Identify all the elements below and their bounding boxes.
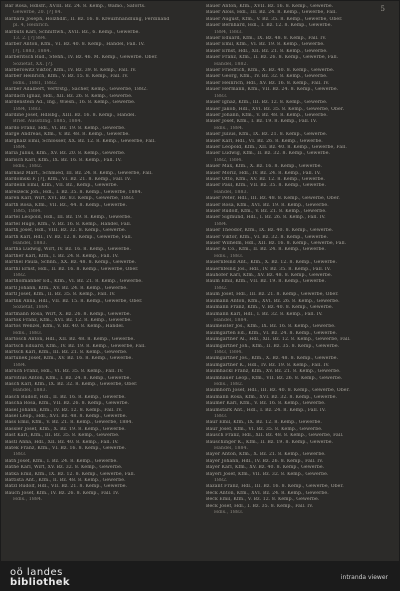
directory-entry: Barelzeck Joh., Hdl., I. Bz. 35. 8. Kemp., Gewerbe, 1884. bbox=[5, 189, 143, 195]
directory-entry: Handel, 1883. bbox=[13, 388, 48, 394]
directory-entry: Bartel Hugo, Kfm., V. Bz. 16. 8. Kemp., Handel, Fall. bbox=[5, 221, 132, 227]
directory-entry: Baumgartner Al., Hdl., XII. Bz. 12. 8. Kemp., Gewerbe, Fall. bbox=[206, 337, 351, 343]
directory-entry: Bauer Ignaz, Kfm., III. Bz. 12. 8. Kemp., Gewerbe. bbox=[206, 100, 328, 106]
directory-entry: Bauer Max, Kfm., X. Bz. 16. 8. Kemp., Gewerbe. bbox=[206, 164, 323, 170]
directory-entry: Bascha Rosa, Kfm., VII. Bz. 26. 8. Kemp., Gewerbe. bbox=[5, 401, 130, 407]
directory-entry: 1882. bbox=[214, 478, 228, 484]
directory-entry: Bauer Franz, Kfm., II. Bz. 26. 8. Kemp., Gewerbe, Fall. bbox=[206, 55, 339, 61]
directory-entry: 1884, 1883. bbox=[13, 106, 42, 112]
directory-entry: Bauernfeind Jos., Hdl., IV. Bz. 35. 8. Kemp., Fall. IV. bbox=[206, 266, 331, 272]
directory-entry: Sozietat, XX. [?]. bbox=[13, 61, 54, 67]
directory-entry: Barvitius Anton, Kfm., I. Bz. 24. 8. Kemp., Gewerbe. bbox=[5, 375, 132, 381]
directory-entry: Bardine Josef, Hdlsbg., XIII. Bz. 16. 8. Kemp., Handel. bbox=[5, 112, 137, 118]
directory-entry: Barberowitz Viktor, Kfm., IV. Bz. 39. 8. Kemp., Fall. IV. bbox=[5, 68, 137, 74]
directory-entry: Handel, 1884. bbox=[214, 446, 249, 452]
directory-entry: Bauer Ludwig, Kfm., II. Bz. 32. 8. Kemp., Gewerbe. bbox=[206, 151, 331, 157]
directory-entry: Bayer Karl, Kfm., XV. Bz. 40. 8. Kemp., Gewerbe. bbox=[206, 465, 325, 471]
directory-entry: Bauer Alois, Hdl., III. Bz. 24. 8. Kemp., Gewerbe, Fall. bbox=[206, 10, 337, 16]
directory-entry: Baumgartner K., Hdl., IV. Bz. 19. 8. Kemp., Fall. IV. bbox=[206, 362, 330, 368]
directory-entry: Bayerl Josef, Kfm., VII. Bz. 32. 8. Kemp., Gewerbe. bbox=[206, 471, 329, 477]
directory-entry: Bauer & Co., Kfm., II. Bz. 24. 8. Kemp., Gewerbe. bbox=[206, 247, 326, 253]
directory-entry: Bartsch Karl, Kfm., III. Bz. 21. 8. Kemp., Gewerbe. bbox=[5, 349, 128, 355]
directory-entry: Bauer Eduard, Kfm., IX. Bz. 48. 8. Kemp., Fall. IV. bbox=[206, 36, 327, 42]
directory-entry: Bartel Leopold, Hdl., III. Bz. 19. 8. Kemp., Gewerbe. bbox=[5, 215, 132, 221]
directory-entry: Barber Adalbert, Vertrstg., Sacher, Kemp., Gewerbe, 1882. bbox=[5, 87, 148, 93]
directory-entry: Hdls., 1883. bbox=[214, 253, 244, 259]
scanned-page bbox=[1, 1, 399, 561]
directory-entry: Bauer Hermann, Kfm., VII. Bz. 24. 8. Kemp., Gewerbe. bbox=[206, 87, 339, 93]
directory-entry: Bauer Bernhard, Hdl., I. Bz. 12. 8. Kemp., Gewerbe. bbox=[206, 23, 333, 29]
directory-entry: Basch Karl, Kfm., IX. Bz. 32. 8. Kemp., Gewerbe, Ober. bbox=[5, 381, 138, 387]
right-column bbox=[206, 4, 396, 517]
directory-entry: Bauer Johann, Kfm., V. Bz. 48. 8. Kemp., Gewerbe. bbox=[206, 112, 328, 118]
directory-entry: pl. 4, Heinrich. bbox=[13, 23, 50, 29]
directory-entry: Baur Josef, Kfm., VI. Bz. 35. 8. Kemp., Gewerbe. bbox=[206, 426, 323, 432]
directory-entry: [?], 1883, 1884. bbox=[13, 48, 52, 54]
directory-entry: Bardenstein Ad., Ing., Wiesn., 16. 8. Kemp., Gewerbe. bbox=[5, 100, 136, 106]
directory-entry: Sozietat, 1884. bbox=[13, 305, 50, 311]
directory-entry: Baur Emil, Kfm., IX. Bz. 12. 8. Kemp., Gewerbe. bbox=[206, 420, 322, 426]
directory-entry: Bauer Ernst, Hdl., XII. Bz. 21. 8. Kemp., Gewerbe. bbox=[206, 48, 328, 54]
directory-entry: Barbuts Karl, Schnittwh., XVII. Bz., 6. Kemp., Gewerbe. bbox=[5, 29, 140, 35]
directory-entry: Bauschinger K., Kfm., II. Bz. 19. 8. Kemp., Gewerbe. bbox=[206, 439, 334, 445]
directory-entry: 1884. bbox=[214, 221, 228, 227]
directory-entry: 1882. bbox=[13, 273, 27, 279]
directory-entry: Barberitsch Rud., Stehh., IV. Bz. 46. M. Kemp., Gewerbe. Ober. bbox=[5, 55, 158, 61]
directory-entry: Brief. Ausstllng. 1885, 1884. bbox=[13, 119, 83, 125]
directory-entry: Bathe Karl, Wirt, XV. Bz. 32. 8. Kemp., Gewerbe. bbox=[5, 465, 123, 471]
left-column bbox=[5, 4, 195, 504]
directory-entry: Bauer Viktor, Kfm., VI. Bz. 32. 8. Kemp., Gewerbe. bbox=[206, 234, 329, 240]
directory-entry: Barkasz Mart., Schmied, III. Bz. 24. 8. Kemp., Gewerbe, Fall. bbox=[5, 170, 153, 176]
directory-entry: Gewerbe, 20. [?] 84. bbox=[13, 10, 63, 16]
directory-entry: Baria Julius, Kfm., XV. Bz. 20. 8. Kemp., Gewerbe. bbox=[5, 151, 126, 157]
directory-entry: Bass Emil, Kfm., V. Bz. 21. 8. Kemp., Gewerbe, 1884. bbox=[5, 420, 133, 426]
directory-entry: Handel, 1882. bbox=[214, 61, 249, 67]
directory-entry: Baumann Rosa, Kfm., XVI. Bz. 32. 8. Kemp., Gewerbe. bbox=[206, 394, 338, 400]
directory-entry: Baumgartner Jos., Kfm., X. Bz. 48. 8. Kemp., Gewerbe. bbox=[206, 356, 339, 362]
directory-entry: Barge Andreas, Kfm., V. Bz. 48. 8. Kemp., Gewerbe. bbox=[5, 132, 130, 138]
directory-entry: Baumstark Ant., Hdl., I. Bz. 24. 8. Kemp., Fall. IV. bbox=[206, 407, 326, 413]
directory-entry: Baren Karl, Wirt, XVI. Bz. 83. Kemp., Gewerbe, 1883. bbox=[5, 196, 135, 202]
directory-entry: 1883, 1884. bbox=[214, 349, 243, 355]
directory-entry: Bartha Ludwig, Wirt, IV. Bz. 16. 8. Kemp., Gewerbe. bbox=[5, 247, 131, 253]
directory-entry: Bauer Josef, Kfm., I. Bz. 19. 8. Kemp., Fall. IV. bbox=[206, 119, 317, 125]
directory-entry: Bauer Julius, Kfm., IX. Bz. 21. 8. Kemp., Gewerbe. bbox=[206, 132, 328, 138]
library-logo[interactable] bbox=[10, 568, 80, 588]
directory-entry: Bauer Friedrich, Kfm., X. Bz. 40. 8. Kemp., Gewerbe. bbox=[206, 68, 335, 74]
directory-entry: Bauer Rudolf, Kfm., V. Bz. 21. 8. Kemp., Gewerbe. bbox=[206, 209, 327, 214]
directory-entry: Hdls., 1882. bbox=[214, 381, 244, 387]
directory-entry: Basel Johann, Kfm., IV. Bz. 12. 8. Kemp., Fall. IV. bbox=[5, 407, 123, 413]
directory-entry: Bartsch Eduard, Kfm., IV. Bz. 19. 8. Kemp., Gewerbe, Fall. bbox=[5, 343, 146, 349]
directory-entry: Bauer Peter, Hdl., III. Bz. 48. 8. Kemp., Gewerbe, Ober. bbox=[206, 196, 340, 202]
directory-entry: Barber Heinrich, Kfm., V. Bz. 15. 8. Kemp., Fall. IV. bbox=[5, 74, 129, 80]
directory-entry: Bartok Franz, Kfm., XVI. Bz. 12. 8. Kemp., Gewerbe. bbox=[5, 317, 132, 323]
directory-entry: Bauer Wilhelm, Hdl., XII. Bz. 16. 8. Kemp., Gewerbe, Fall. bbox=[206, 241, 347, 247]
directory-entry: Bausch Franz, Hdl., XII. Bz. 48. 8. Kemp., Gewerbe, Fall. bbox=[206, 433, 344, 439]
directory-entry: Handel, 1883. bbox=[13, 241, 48, 247]
directory-entry: Baumhauer Leop., Kfm., VII. Bz. 26. 8. Kemp., Gewerbe. bbox=[206, 375, 343, 381]
directory-entry: 1884, 1883. bbox=[214, 29, 243, 35]
directory-entry: Barghalz Emil, Schlosser, XX. Bz. 12. 8. Kemp., Gewerbe, Fall. bbox=[5, 138, 156, 144]
directory-entry: Baumhorn Josef, Hdl., III. Bz. 40. 8. Kemp., Gewerbe, Ober. bbox=[206, 388, 350, 394]
directory-entry: Bauer Rosa, Kfm., XVI. Bz. 19. 8. Kemp., Gewerbe. bbox=[206, 202, 329, 208]
directory-entry: Bauhofer Karl, Kfm., XV. Bz. 48. 8. Kemp., Gewerbe. bbox=[206, 273, 333, 279]
logo-line-2: bibliothek bbox=[10, 577, 70, 588]
directory-entry: Barth Karl, Hdl., IV. Bz. 12. 8. Kemp., Gewerbe, Fall. bbox=[5, 234, 133, 240]
directory-entry: Bazant Franz, Hdl., III. Bz. 16. 8. Kemp., Gewerbe, Ober. bbox=[206, 484, 344, 490]
directory-entry: Bauer Karl, Hdl., VI. Bz. 26. 8. Kemp., Gewerbe. bbox=[206, 138, 323, 144]
directory-entry: Baumhackl Franz, Kfm., XV. Bz. 21. 8. Kemp., Gewerbe. bbox=[206, 369, 341, 375]
directory-entry: Beck Anton, Kfm., XVI. Bz. 24. 8. Kemp., Gewerbe. bbox=[206, 490, 329, 496]
directory-entry: 1882. bbox=[214, 285, 228, 291]
viewer-label[interactable]: intranda viewer bbox=[340, 574, 388, 581]
directory-entry: Barisch Karl, Kfm., IX. Bz. 16. 8. Kemp., Fall. IV. bbox=[5, 157, 122, 163]
directory-entry: 1884. bbox=[13, 144, 27, 150]
directory-entry: Baumgartner Joh., Kfm., II. Bz. 35. 8. Kemp., Gewerbe. bbox=[206, 343, 340, 349]
directory-entry: Bauer Theodor, Kfm., IX. Bz. 40. 8. Kemp., Gewerbe. bbox=[206, 228, 334, 234]
directory-entry: Basel Leop., Hdl., XVI. Bz. 48. 8. Kemp., Gewerbe. bbox=[5, 414, 128, 419]
directory-entry: Batka Emil, Kfm., IX. Bz. 12. 8. Kemp., Gewerbe, Fall. bbox=[5, 471, 136, 477]
viewer-footer bbox=[0, 562, 400, 591]
directory-entry: Bar Rosa, Hdlsfr., XVIII. Bz. 24. 8. Kemp., Wamo., Saforts. bbox=[5, 4, 146, 9]
directory-entry: Bartmann Rosa, Wirt, X. Bz. 26. 8. Kemp., Gewerbe. bbox=[5, 311, 132, 317]
directory-entry: 1883. bbox=[214, 93, 228, 99]
directory-entry: Beck Josef, Hdl., I. Bz. 35. 8. Kemp., Fall. IV. bbox=[206, 503, 314, 509]
directory-entry: Basch Rudolf, Hdl., II. Bz. 16. 8. Kemp., Gewerbe. bbox=[5, 394, 126, 400]
logo-line-1: oö landes bbox=[10, 567, 63, 578]
directory-entry: Bartos Wenzel, Kfm., V. Bz. 40. 8. Kemp., Handel. bbox=[5, 324, 125, 330]
directory-entry: Hdls., 1884. bbox=[214, 125, 244, 131]
directory-entry: Bauer Otto, Kfm., XV. Bz. 12. 8. Kemp., Gewerbe. bbox=[206, 176, 325, 182]
directory-entry: Battista Ant., Kfm., II. Bz. 48. 8. Kemp., Gewerbe. bbox=[5, 478, 126, 484]
directory-entry: Bauer Moriz, Hdl., IV. Bz. 24. 8. Kemp., Fall. IV. bbox=[206, 170, 321, 176]
directory-entry: Barth Rosa, Kfm., VII. Bz., 44. 8. Kemp., Gewerbe. bbox=[5, 202, 127, 208]
directory-entry: Bauernfeind Ant., Kfm., X. Bz. 12. 8. Kemp., Gewerbe. bbox=[206, 260, 338, 266]
directory-entry: Bast Karl, Kfm., III. Bz. 35. 8. Kemp., Gewerbe. bbox=[5, 433, 120, 439]
directory-entry: Barbara Joseph, Holzhdlr., II. Bz. 16. 8. Kreuzhhandlung, Ferdinand bbox=[5, 16, 170, 22]
directory-entry: Beck Emil, Kfm., V. Bz. 12. 8. Kemp., Gewerbe. bbox=[206, 497, 320, 503]
directory-entry: Bartunek Josef, Kfm., XV. Bz. 16. 8. Kemp., Gewerbe. bbox=[5, 356, 133, 362]
directory-entry: Handel, 1883. bbox=[214, 189, 249, 195]
directory-entry: Bauch Josef, Kfm., IV. Bz. 26. 8. Kemp., Fall. IV. bbox=[5, 490, 120, 496]
directory-entry: Bauer Leopold, Kfm., XII. Bz. 40. 8. Kemp., Gewerbe, Fall. bbox=[206, 144, 347, 150]
directory-entry: Barthl Ernst, Hdl., II. Bz. 16. 8. Kemp., Gewerbe, Ober. bbox=[5, 266, 139, 272]
directory-entry: Bauer Anton, Kfm., XVII. Bz. 16. 8. Kemp., Gewerbe. bbox=[206, 4, 334, 9]
directory-entry: Hdls., 1881, 1882. bbox=[13, 80, 58, 86]
directory-entry: Bassler Josef, Kfm., X. Bz. 19. 8. Kemp., Gewerbe. bbox=[5, 426, 126, 432]
directory-entry: Baumer Karl, Kfm., V. Bz. 16. 8. Kemp., Gewerbe. bbox=[206, 401, 326, 407]
directory-entry: Bauer Heinrich, Hdl., XV. Bz. 16. 8. Kemp., Fall. IV. bbox=[206, 80, 330, 86]
directory-entry: 1882, 1884. bbox=[214, 157, 243, 163]
directory-entry: 1883. bbox=[13, 452, 27, 458]
directory-entry: Baumgarten Ed., Kfm., VI. Bz. 24. 8. Kemp., Gewerbe. bbox=[206, 330, 338, 336]
directory-entry: Bayer Anton, Kfm., X. Bz. 21. 8. Kemp., Gewerbe. bbox=[206, 452, 326, 458]
directory-entry: Bauer Paul, Kfm., VII. Bz. 35. 8. Kemp., Gewerbe. bbox=[206, 183, 327, 189]
directory-entry: Bastl Anna, Hdl., XII. Bz. 40. 8. Kemp., Fall. IV. bbox=[5, 439, 119, 445]
directory-entry: Bartholmanner Ed., Kfm., VI. Bz. 21. 8. Kemp., Gewerbe. bbox=[5, 279, 143, 285]
directory-entry: Batek Franz, Kfm., VI. Bz. 16. 8. Kemp., Gewerbe. bbox=[5, 446, 127, 452]
directory-entry: Bauer Sigmund, Hdl., I. Bz. 26. 8. Kemp., Fall. IV. bbox=[206, 215, 326, 221]
directory-entry: Bartosch Anton, Hdl., XII. Bz. 48. 8. Kemp., Gewerbe. bbox=[5, 337, 135, 343]
directory-entry: 1884. bbox=[13, 362, 27, 368]
directory-entry: Baumann Karl, Hdl., I. Bz. 32. 8. Kemp., Fall. IV. bbox=[206, 311, 323, 317]
directory-entry: Hdls., 1883. bbox=[13, 330, 43, 336]
directory-entry: Baum Emil, Kfm., VII. Bz. 19. 8. Kemp., Gewerbe. bbox=[206, 279, 326, 285]
directory-entry: Baum Josef, Hdl., III. Bz. 21. 8. Kemp., Gewerbe, Ober. bbox=[206, 292, 339, 298]
directory-entry: Baumann Franz, Kfm., V. Bz. 40. 8. Kemp., Gewerbe. bbox=[206, 305, 334, 311]
page-number: 5 bbox=[380, 5, 385, 13]
directory-entry: Barber Anton, Kfm., VI. Bz. 40. 8. Kemp., Handel, Fall. IV. bbox=[5, 42, 145, 48]
directory-entry: Barth Josef, Hdl., VIII. Bz. 32. 8. Kemp., Gewerbe. bbox=[5, 228, 127, 234]
directory-entry: Handel, 1884. bbox=[214, 317, 249, 323]
directory-entry: 1883. bbox=[214, 414, 228, 419]
directory-entry: Bardo Franz, Hdl., VI. Bz. 19. 8. Kemp., Gewerbe. bbox=[5, 125, 126, 131]
directory-entry: Baumeister Jos., Kfm., IX. Bz. 16. 8. Kemp., Gewerbe. bbox=[206, 324, 336, 330]
directory-entry: Bauer Emil, Kfm., VI. Bz. 19. 8. Kemp., Gewerbe. bbox=[206, 42, 325, 48]
directory-entry: Hdls., 1882. bbox=[13, 164, 43, 170]
directory-entry: Bartl Johann, Kfm., XV. Bz. 24. 8. Kemp., Gewerbe. bbox=[5, 285, 128, 291]
directory-entry: Bauer Georg, Kfm., IV. Bz. 32. 8. Kemp., Gewerbe. bbox=[206, 74, 328, 80]
directory-entry: 13. 2. [?] 884. bbox=[13, 36, 47, 42]
directory-entry: Barthel Paula, Schnh., XX. Bz. 48. 8. Kemp., Gewerbe. bbox=[5, 260, 137, 266]
directory-entry: Baruch Franz, Hdl., VI. Bz. 35. 8. Kemp., Fall. IV. bbox=[5, 369, 124, 375]
directory-entry: Bartl Josef, Kfm., II. Bz. 35. 8. Kemp., Fall. IV. bbox=[5, 292, 116, 298]
directory-entry: Batzl Rudolf, Hdl., VII. Bz. 21. 8. Kemp., Gewerbe. bbox=[5, 484, 128, 490]
directory-entry: Hdls., 1884. bbox=[13, 497, 43, 503]
directory-entry: Bauer Jakob, Hdl., XVI. Bz. 35. 8. Kemp., Gewerbe, Ober. bbox=[206, 106, 345, 112]
directory-entry: Bayer Johann, Hdl., IV. Bz. 26. 8. Kemp., Fall. IV. bbox=[206, 458, 324, 464]
directory-entry: Baumann Anton, Kfm., XVI. Bz. 26. 8. Kemp., Gewerbe. bbox=[206, 298, 340, 304]
directory-entry: Bardach Ignaz, Hdl., XII. Bz. 26. 8. Kemp., Gewerbe. bbox=[5, 93, 133, 99]
directory-entry: Bardelin Emil, Kfm., VII. Bz., Kemp., Gewerbe. bbox=[5, 183, 119, 189]
directory-entry: Barther Karl, Kfm., I. Bz. 24. 8. Kemp., Fall. IV. bbox=[5, 253, 119, 259]
directory-entry: 1885, 1884. bbox=[13, 209, 42, 214]
directory-entry: Bartlik Anna, Hdl., VII. Bz. 15. 8. Kemp., Gewerbe, Ober. bbox=[5, 298, 143, 304]
directory-entry: Bath Josef, Kfm., I. Bz. 24. 8. Kemp., Gewerbe. bbox=[5, 458, 118, 464]
directory-entry: Bauer August, Kfm., V. Bz. 35. 8. Kemp., Gewerbe, Ober. bbox=[206, 16, 343, 22]
directory-entry: Bardomski F. [?], Kfm., VI. Bz. 21. 8. Kemp., Fall. IV. bbox=[5, 176, 132, 182]
directory-entry: Hdls., 1883. bbox=[214, 510, 244, 516]
